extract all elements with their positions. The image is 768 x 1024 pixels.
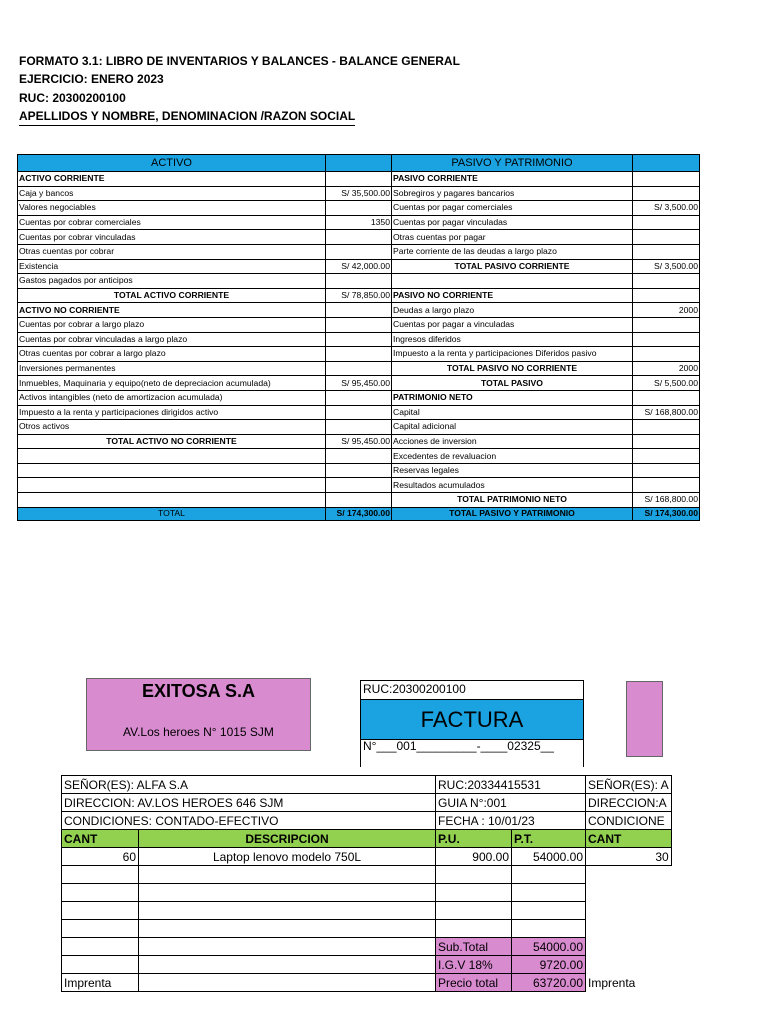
client-name-copy: SEÑOR(ES): A <box>586 776 672 794</box>
pasivo-item: Otras cuentas por pagar <box>392 230 633 245</box>
format-title: FORMATO 3.1: LIBRO DE INVENTARIOS Y BALANCES - BALANCE GENERAL <box>19 54 460 68</box>
activo-item: Otros activos <box>18 420 326 435</box>
balance-row <box>18 478 700 493</box>
pasivo-amount <box>633 172 700 187</box>
balance-total-row <box>18 507 700 520</box>
pasivo-amount: 2000 <box>633 361 700 376</box>
pasivo-amount <box>633 390 700 405</box>
invoice-table <box>61 775 672 992</box>
subtotal-label: Sub.Total <box>436 938 512 956</box>
balance-row <box>18 288 700 303</box>
pasivo-amount <box>633 288 700 303</box>
pasivo-item: TOTAL PASIVO <box>392 376 633 391</box>
activo-item: Inmuebles, Maquinaria y equipo(neto de depreciacion acumulada) <box>18 376 326 391</box>
activo-amount <box>326 230 392 245</box>
company-name-label: APELLIDOS Y NOMBRE, DENOMINACION /RAZON SOCIAL <box>19 109 355 126</box>
invoice-client-row <box>62 776 672 794</box>
balance-row <box>18 259 700 274</box>
balance-row <box>18 230 700 245</box>
item-quantity-copy: 30 <box>586 848 672 866</box>
pasivo-item: Cuentas por pagar comerciales <box>392 201 633 216</box>
activo-amount <box>326 390 392 405</box>
igv-value: 9720.00 <box>512 956 586 974</box>
activo-amount <box>326 347 392 362</box>
pasivo-amount <box>633 244 700 259</box>
company-address: AV.Los heroes N° 1015 SJM <box>123 725 274 739</box>
activo-item: ACTIVO CORRIENTE <box>18 172 326 187</box>
activo-item: Cuentas por cobrar vinculadas a largo plazo <box>18 332 326 347</box>
pasivo-item: Resultados acumulados <box>392 478 633 493</box>
invoice-empty-row <box>62 884 672 902</box>
activo-item: Caja y bancos <box>18 186 326 201</box>
activo-amount: S/ 35,500.00 <box>326 186 392 201</box>
col-cant-copy: CANT <box>586 830 672 848</box>
balance-row <box>18 449 700 464</box>
col-pt: P.T. <box>512 830 586 848</box>
balance-row <box>18 317 700 332</box>
pasivo-item: Cuentas por pagar a vinculadas <box>392 317 633 332</box>
pasivo-item: PATRIMONIO NETO <box>392 390 633 405</box>
activo-item <box>18 449 326 464</box>
pasivo-item: TOTAL PATRIMONIO NETO <box>392 493 633 508</box>
activo-item: Impuesto a la renta y participaciones dirigidos activo <box>18 405 326 420</box>
activo-header: ACTIVO <box>18 155 326 172</box>
balance-header-row <box>18 155 700 172</box>
item-quantity: 60 <box>62 848 139 866</box>
pasivo-item: TOTAL PASIVO NO CORRIENTE <box>392 361 633 376</box>
activo-item: Cuentas por cobrar comerciales <box>18 215 326 230</box>
client-name: SEÑOR(ES): ALFA S.A <box>62 776 436 794</box>
pasivo-amount: S/ 3,500.00 <box>633 259 700 274</box>
balance-row <box>18 420 700 435</box>
printer-label: Imprenta <box>62 974 139 992</box>
pasivo-amount: S/ 168,800.00 <box>633 405 700 420</box>
invoice-item-row <box>62 848 672 866</box>
activo-amount: 1350 <box>326 215 392 230</box>
activo-item: Gastos pagados por anticipos <box>18 274 326 289</box>
activo-item <box>18 478 326 493</box>
activo-amount <box>326 449 392 464</box>
invoice-igv-row <box>62 956 672 974</box>
activo-item <box>18 493 326 508</box>
activo-item <box>18 463 326 478</box>
activo-amount <box>326 463 392 478</box>
pasivo-amount: S/ 168,800.00 <box>633 493 700 508</box>
pasivo-item: Capital <box>392 405 633 420</box>
pasivo-amount: S/ 3,500.00 <box>633 201 700 216</box>
activo-amount: S/ 42,000.00 <box>326 259 392 274</box>
pasivo-item: Reservas legales <box>392 463 633 478</box>
invoice-empty-row <box>62 902 672 920</box>
activo-item: Existencia <box>18 259 326 274</box>
invoice-id-box <box>360 680 584 767</box>
total-activo-label: TOTAL <box>18 507 326 520</box>
pasivo-amount <box>633 332 700 347</box>
balance-row <box>18 303 700 318</box>
balance-row <box>18 493 700 508</box>
total-activo-amount: S/ 174,300.00 <box>326 507 392 520</box>
pasivo-item: Ingresos diferidos <box>392 332 633 347</box>
company-name: EXITOSA S.A <box>141 681 256 701</box>
pasivo-amount <box>633 230 700 245</box>
total-pasivo-label: TOTAL PASIVO Y PATRIMONIO <box>392 507 633 520</box>
total-pasivo-amount: S/ 174,300.00 <box>633 507 700 520</box>
activo-item: Valores negociables <box>18 201 326 216</box>
invoice-columns-row <box>62 830 672 848</box>
activo-amount <box>326 332 392 347</box>
pasivo-item: Acciones de inversion <box>392 434 633 449</box>
invoice-empty-row <box>62 866 672 884</box>
guide-number: GUIA N°:001 <box>436 794 586 812</box>
pasivo-amount: S/ 5,500.00 <box>633 376 700 391</box>
pasivo-item: PASIVO NO CORRIENTE <box>392 288 633 303</box>
invoice-empty-row <box>62 920 672 938</box>
pasivo-item: Sobregiros y pagares bancarios <box>392 186 633 201</box>
subtotal-value: 54000.00 <box>512 938 586 956</box>
client-ruc: RUC:20334415531 <box>436 776 586 794</box>
item-unit-price: 900.00 <box>436 848 512 866</box>
empty-header <box>633 155 700 172</box>
balance-row <box>18 186 700 201</box>
balance-row <box>18 201 700 216</box>
invoice-address-row <box>62 794 672 812</box>
item-description: Laptop lenovo modelo 750L <box>139 848 436 866</box>
pasivo-item: Deudas a largo plazo <box>392 303 633 318</box>
invoice-subtotal-row <box>62 938 672 956</box>
pasivo-amount <box>633 274 700 289</box>
total-value: 63720.00 <box>512 974 586 992</box>
invoice-title: FACTURA <box>361 699 583 740</box>
client-address: DIRECCION: AV.LOS HEROES 646 SJM <box>62 794 436 812</box>
balance-row <box>18 274 700 289</box>
activo-amount <box>326 493 392 508</box>
pasivo-item <box>392 274 633 289</box>
activo-amount <box>326 317 392 332</box>
pasivo-amount <box>633 317 700 332</box>
pasivo-amount <box>633 463 700 478</box>
activo-amount <box>326 303 392 318</box>
activo-item: Activos intangibles (neto de amortizacion acumulada) <box>18 390 326 405</box>
item-total-price: 54000.00 <box>512 848 586 866</box>
balance-row <box>18 244 700 259</box>
activo-item: Cuentas por cobrar a largo plazo <box>18 317 326 332</box>
balance-row <box>18 390 700 405</box>
exercise-label: EJERCICIO: ENERO 2023 <box>19 72 164 86</box>
balance-row <box>18 376 700 391</box>
balance-row <box>18 332 700 347</box>
invoice-total-row <box>62 974 672 992</box>
invoice-conditions-row <box>62 812 672 830</box>
activo-item: TOTAL ACTIVO CORRIENTE <box>18 288 326 303</box>
pasivo-item: Parte corriente de las deudas a largo plazo <box>392 244 633 259</box>
activo-amount <box>326 361 392 376</box>
payment-conditions-copy: CONDICIONE <box>586 812 672 830</box>
pasivo-item: Capital adicional <box>392 420 633 435</box>
balance-table <box>17 154 700 521</box>
pasivo-item: TOTAL PASIVO CORRIENTE <box>392 259 633 274</box>
invoice-number: N°___001_________-____02325__ <box>363 739 554 753</box>
col-cant: CANT <box>62 830 139 848</box>
pasivo-item: Cuentas por pagar vinculadas <box>392 215 633 230</box>
balance-row <box>18 172 700 187</box>
pasivo-header: PASIVO Y PATRIMONIO <box>392 155 633 172</box>
activo-item: ACTIVO NO CORRIENTE <box>18 303 326 318</box>
pasivo-amount <box>633 186 700 201</box>
pasivo-amount <box>633 420 700 435</box>
payment-conditions: CONDICIONES: CONTADO-EFECTIVO <box>62 812 436 830</box>
activo-item: Otras cuentas por cobrar <box>18 244 326 259</box>
activo-amount <box>326 244 392 259</box>
activo-amount <box>326 172 392 187</box>
printer-label-copy: Imprenta <box>588 975 636 990</box>
balance-row <box>18 347 700 362</box>
pasivo-item: PASIVO CORRIENTE <box>392 172 633 187</box>
igv-label: I.G.V 18% <box>436 956 512 974</box>
pasivo-amount <box>633 449 700 464</box>
pasivo-amount <box>633 434 700 449</box>
ruc-label: RUC: 20300200100 <box>19 91 126 105</box>
balance-row <box>18 405 700 420</box>
company-box <box>86 678 311 751</box>
invoice-date: FECHA : 10/01/23 <box>436 812 586 830</box>
pasivo-item: Excedentes de revaluacion <box>392 449 633 464</box>
activo-amount <box>326 478 392 493</box>
balance-row <box>18 361 700 376</box>
activo-amount: S/ 95,450.00 <box>326 376 392 391</box>
activo-amount <box>326 201 392 216</box>
activo-item: Otras cuentas por cobrar a largo plazo <box>18 347 326 362</box>
client-address-copy: DIRECCION:A <box>586 794 672 812</box>
second-company-box <box>626 681 663 757</box>
col-pu: P.U. <box>436 830 512 848</box>
activo-amount <box>326 420 392 435</box>
empty-header <box>326 155 392 172</box>
pasivo-item: Impuesto a la renta y participaciones Diferidos pasivo <box>392 347 633 362</box>
balance-row <box>18 215 700 230</box>
activo-item: Cuentas por cobrar vinculadas <box>18 230 326 245</box>
balance-row <box>18 434 700 449</box>
pasivo-amount <box>633 478 700 493</box>
activo-amount: S/ 78,850.00 <box>326 288 392 303</box>
total-label: Precio total <box>436 974 512 992</box>
activo-amount: S/ 95,450.00 <box>326 434 392 449</box>
invoice-ruc: RUC:20300200100 <box>363 682 466 696</box>
activo-item: TOTAL ACTIVO NO CORRIENTE <box>18 434 326 449</box>
col-descripcion: DESCRIPCION <box>139 830 436 848</box>
pasivo-amount <box>633 347 700 362</box>
activo-item: Inversiones permanentes <box>18 361 326 376</box>
pasivo-amount <box>633 215 700 230</box>
activo-amount <box>326 274 392 289</box>
balance-row <box>18 463 700 478</box>
pasivo-amount: 2000 <box>633 303 700 318</box>
activo-amount <box>326 405 392 420</box>
